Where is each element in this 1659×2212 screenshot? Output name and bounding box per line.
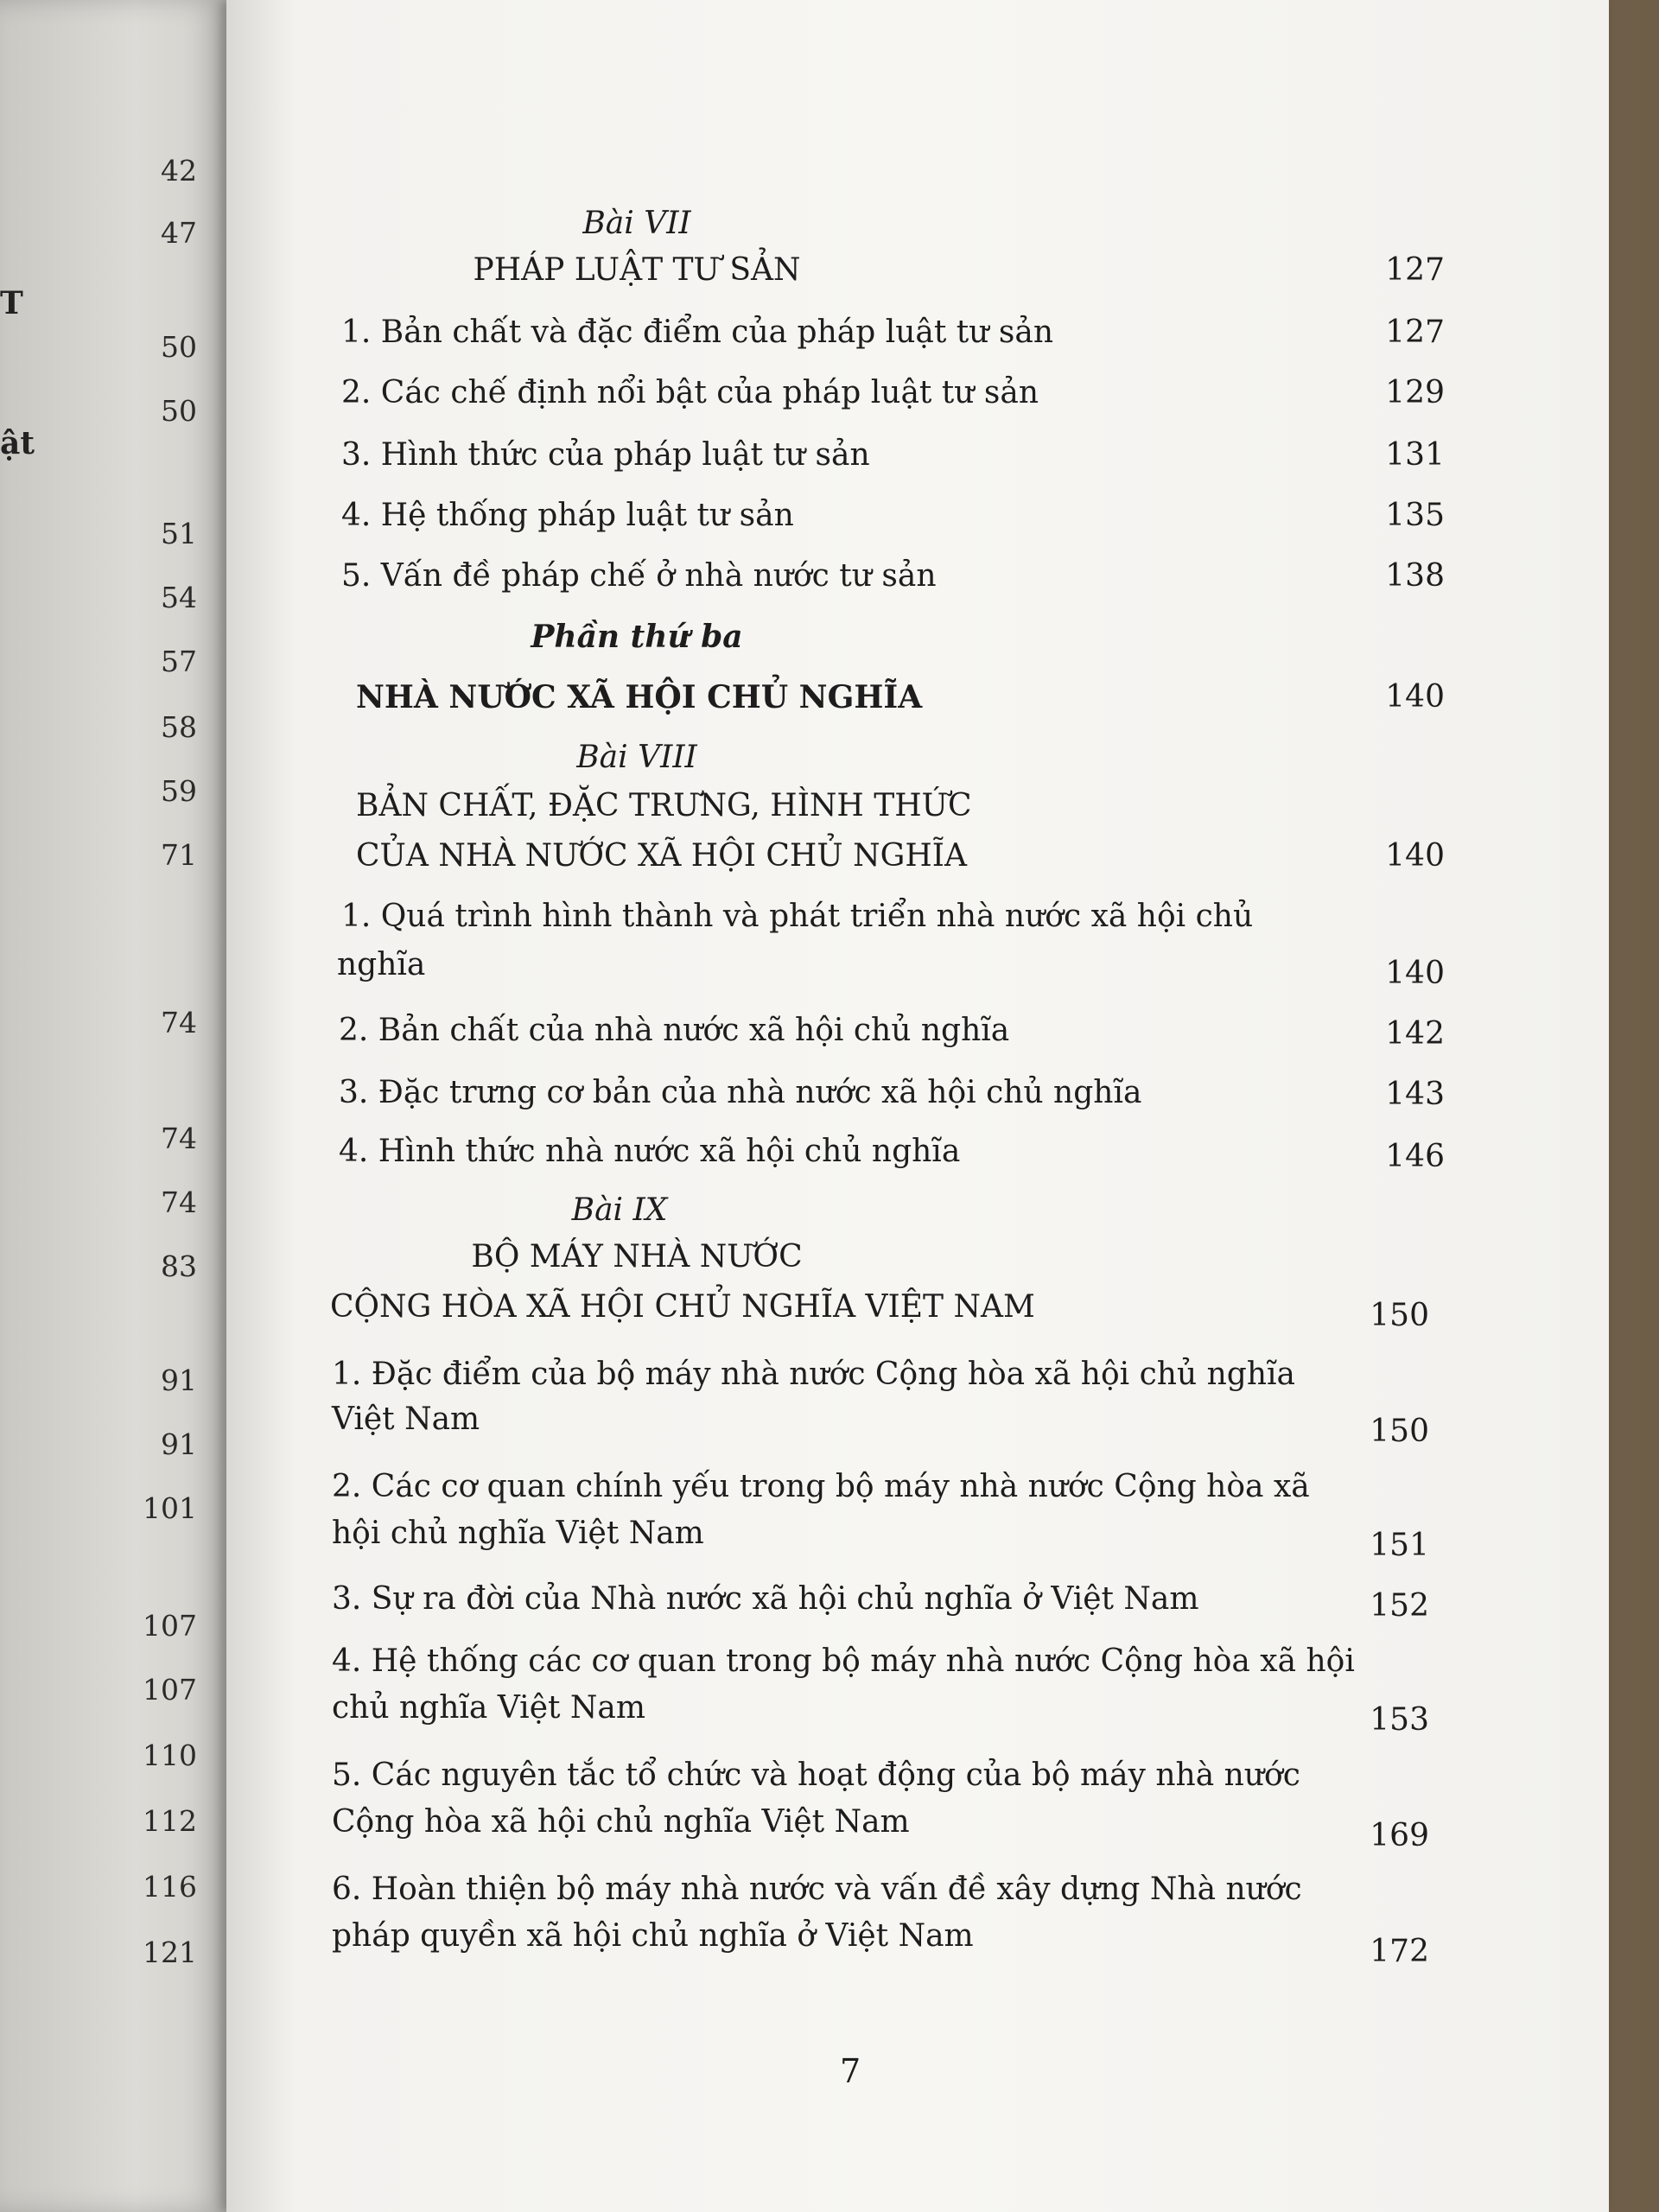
toc-item: 4. Hệ thống các cơ quan trong bộ máy nhà nước Cộng hòa xã hội — [332, 1643, 1355, 1679]
left-page-fragment: ật — [0, 425, 35, 461]
toc-item: 2. Các chế định nổi bật của pháp luật tư sản — [341, 375, 1039, 410]
part-title: NHÀ NƯỚC XÃ HỘI CHỦ NGHĨA — [356, 679, 923, 715]
toc-item: 3. Hình thức của pháp luật tư sản — [341, 437, 870, 473]
page-ref: 153 — [1370, 1702, 1429, 1738]
left-page-number: 112 — [143, 1804, 197, 1838]
toc-item: 2. Các cơ quan chính yếu trong bộ máy nhà nước Cộng hòa xã — [332, 1469, 1310, 1504]
toc-item: 5. Vấn đề pháp chế ở nhà nước tư sản — [341, 558, 937, 594]
toc-item: 4. Hình thức nhà nước xã hội chủ nghĩa — [339, 1134, 961, 1169]
left-page-number: 58 — [161, 710, 197, 744]
page-ref: 140 — [1385, 679, 1445, 715]
page-ref: 127 — [1385, 252, 1445, 288]
page-ref: 150 — [1370, 1298, 1429, 1333]
page-ref: 135 — [1385, 498, 1445, 533]
lesson-title: BỘ MÁY NHÀ NƯỚC — [471, 1239, 803, 1274]
page-ref: 142 — [1385, 1016, 1445, 1052]
toc-item: 1. Quá trình hình thành và phát triển nhà nước xã hội chủ — [341, 899, 1254, 934]
left-page-number: 74 — [161, 1006, 197, 1039]
page-ref: 127 — [1385, 315, 1445, 350]
left-page-number: 74 — [161, 1185, 197, 1219]
left-page-number: 110 — [143, 1738, 197, 1772]
lesson-title: CỘNG HÒA XÃ HỘI CHỦ NGHĨA VIỆT NAM — [330, 1289, 1035, 1325]
toc-item: 3. Sự ra đời của Nhà nước xã hội chủ nghĩa ở Việt Nam — [332, 1581, 1199, 1617]
part-label: Phần thứ ba — [531, 619, 743, 655]
toc-item-continued: hội chủ nghĩa Việt Nam — [332, 1516, 704, 1551]
lesson-label: Bài VIII — [576, 740, 697, 775]
left-page-number: 51 — [161, 517, 197, 550]
toc-item-continued: Việt Nam — [332, 1402, 480, 1437]
left-page-number: 59 — [161, 774, 197, 808]
page-ref: 131 — [1385, 437, 1445, 473]
lesson-label: Bài IX — [571, 1192, 668, 1228]
toc-item-continued: nghĩa — [337, 947, 426, 982]
left-page-number: 57 — [161, 645, 197, 678]
left-page-number: 74 — [161, 1122, 197, 1155]
left-page-fragment: T — [0, 285, 23, 321]
toc-item: 3. Đặc trưng cơ bản của nhà nước xã hội chủ nghĩa — [339, 1075, 1142, 1110]
page-ref: 151 — [1370, 1528, 1429, 1563]
left-page-number: 107 — [143, 1609, 197, 1643]
page-ref: 138 — [1385, 558, 1445, 594]
left-page-number: 71 — [161, 838, 197, 872]
page-ref: 129 — [1385, 375, 1445, 410]
page-ref: 143 — [1385, 1077, 1445, 1112]
page-number: 7 — [840, 2052, 861, 2090]
toc-item: 2. Bản chất của nhà nước xã hội chủ nghĩa — [339, 1013, 1010, 1048]
left-page-number: 107 — [143, 1673, 197, 1707]
lesson-title: PHÁP LUẬT TƯ SẢN — [473, 252, 801, 288]
left-page-number: 54 — [161, 581, 197, 614]
toc-item: 6. Hoàn thiện bộ máy nhà nước và vấn đề xây dựng Nhà nước — [332, 1872, 1302, 1907]
toc-item: 5. Các nguyên tắc tổ chức và hoạt động của bộ máy nhà nước — [332, 1758, 1300, 1793]
page-ref: 169 — [1370, 1818, 1429, 1853]
page-ref: 150 — [1370, 1414, 1429, 1449]
left-page-number: 91 — [161, 1363, 197, 1397]
left-page-number: 116 — [143, 1870, 197, 1904]
page-ref: 140 — [1385, 956, 1445, 991]
left-page-number: 91 — [161, 1427, 197, 1461]
page-ref: 146 — [1385, 1139, 1445, 1174]
left-page-number: 121 — [143, 1936, 197, 1969]
lesson-title: CỦA NHÀ NƯỚC XÃ HỘI CHỦ NGHĨA — [356, 838, 967, 874]
left-page-number: 47 — [161, 216, 197, 250]
lesson-label: Bài VII — [582, 206, 691, 241]
page-ref: 152 — [1370, 1588, 1429, 1624]
toc-item: 4. Hệ thống pháp luật tư sản — [341, 498, 794, 533]
left-page-number: 50 — [161, 394, 197, 428]
toc-item: 1. Bản chất và đặc điểm của pháp luật tư sản — [341, 315, 1054, 350]
lesson-title: BẢN CHẤT, ĐẶC TRƯNG, HÌNH THỨC — [356, 788, 972, 823]
left-page-number: 42 — [161, 154, 197, 188]
toc-item-continued: chủ nghĩa Việt Nam — [332, 1690, 646, 1726]
toc-item-continued: Cộng hòa xã hội chủ nghĩa Việt Nam — [332, 1804, 910, 1840]
left-page-number: 101 — [143, 1491, 197, 1525]
left-page-number: 83 — [161, 1249, 197, 1283]
toc-item-continued: pháp quyền xã hội chủ nghĩa ở Việt Nam — [332, 1918, 974, 1954]
previous-page — [0, 0, 226, 2212]
toc-item: 1. Đặc điểm của bộ máy nhà nước Cộng hòa xã hội chủ nghĩa — [332, 1357, 1295, 1392]
page-ref: 140 — [1385, 838, 1445, 874]
page-ref: 172 — [1370, 1934, 1429, 1969]
table-of-contents — [226, 0, 1609, 2212]
table-of-contents-page — [226, 0, 1609, 2212]
left-page-number: 50 — [161, 330, 197, 364]
